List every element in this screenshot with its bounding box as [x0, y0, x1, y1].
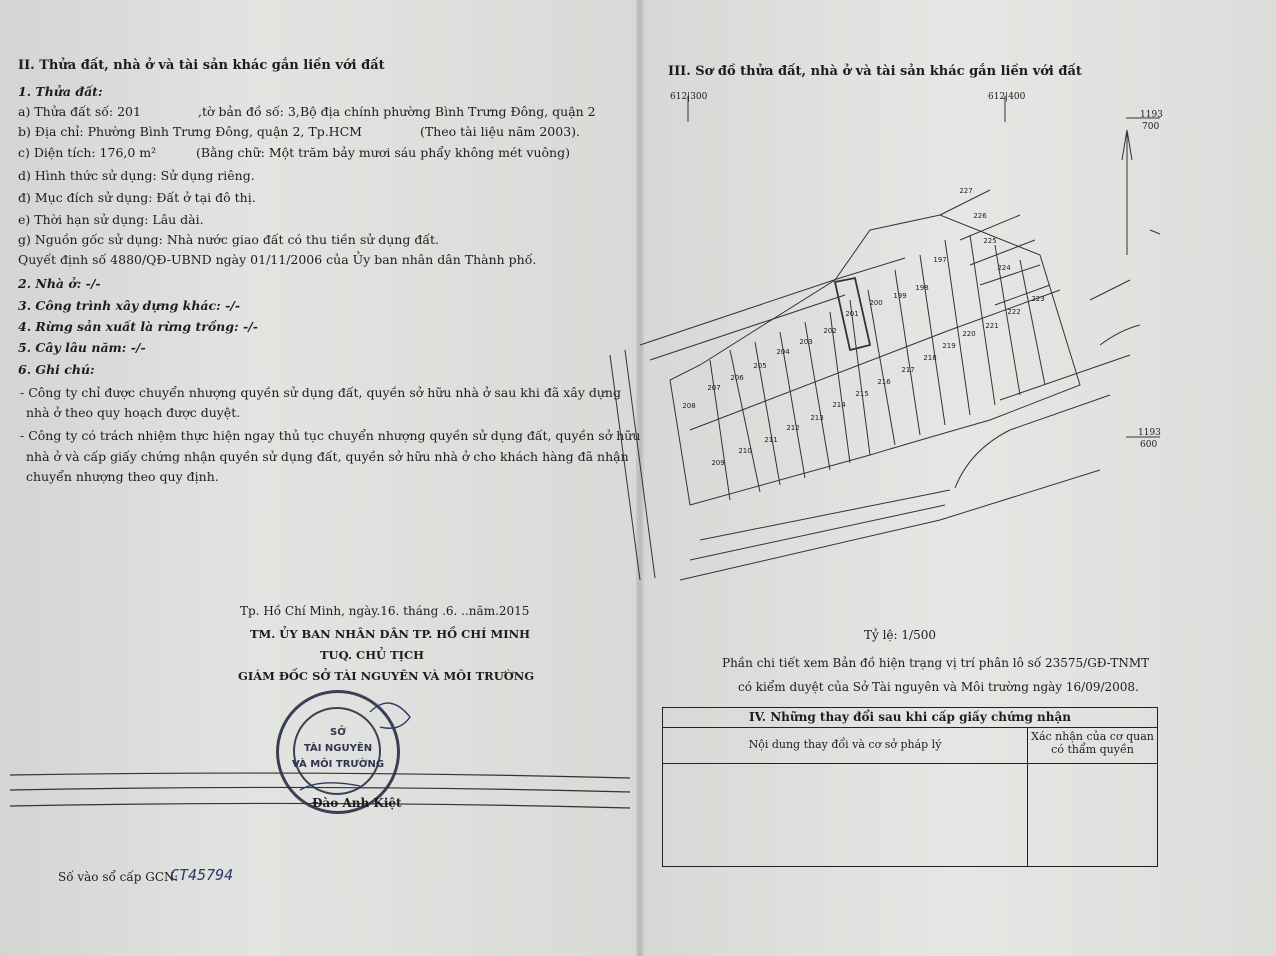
- address: b) Địa chỉ: Phường Bình Trưng Đông, quận 2, Tp.HCM: [18, 124, 362, 139]
- gcn-label: Số vào sổ cấp GCN:: [58, 870, 179, 884]
- item3-construction: 3. Công trình xây dựng khác: -/-: [18, 298, 241, 313]
- map-scale: Tỷ lệ: 1/500: [864, 628, 936, 642]
- lot-209: 209: [711, 459, 725, 467]
- sign-place-date: Tp. Hồ Chí Minh, ngày.16. tháng .6. ..năm.2015: [240, 604, 530, 618]
- usage-term: e) Thời hạn sử dụng: Lâu dài.: [18, 212, 204, 227]
- lot-215: 215: [855, 390, 869, 398]
- lot-212: 212: [786, 424, 800, 432]
- grid-label-r1-bottom: 700: [1142, 122, 1160, 132]
- lot-221: 221: [985, 322, 999, 330]
- lot-223: 223: [1031, 295, 1045, 303]
- decision: Quyết định số 4880/QĐ-UBND ngày 01/11/2006 của Ủy ban nhân dân Thành phố.: [18, 252, 537, 267]
- lot-220: 220: [962, 330, 976, 338]
- lot-227: 227: [959, 187, 973, 195]
- grid-label-r2-top: 1193: [1138, 428, 1161, 438]
- lot-204: 204: [776, 348, 790, 356]
- note2-line1: - Công ty có trách nhiệm thực hiện ngay thủ tục chuyển nhượng quyền sử dụng đất, quyền sở hữu: [20, 428, 641, 443]
- note2-line3: chuyển nhượng theo quy định.: [26, 469, 219, 484]
- note1-line1: - Công ty chỉ được chuyển nhượng quyền sử dụng đất, quyền sở hữu nhà ở sau khi đã xây dựng: [20, 385, 621, 400]
- item5-perennial: 5. Cây lâu năm: -/-: [18, 340, 146, 355]
- grid-label-top-left: 612|300: [670, 92, 708, 102]
- lot-197: 197: [933, 256, 947, 264]
- lot-205: 205: [753, 362, 767, 370]
- lot-216: 216: [877, 378, 891, 386]
- lot-217: 217: [901, 366, 915, 374]
- parcel-number: a) Thửa đất số: 201: [18, 104, 141, 119]
- sign-role1: TUQ. CHỦ TỊCH: [320, 648, 425, 662]
- changes-confirmation-cell: [1028, 764, 1158, 867]
- usage-origin: g) Nguồn gốc sử dụng: Nhà nước giao đất có thu tiền sử dụng đất.: [18, 232, 439, 247]
- parcel-map: [600, 90, 1160, 590]
- lot-199: 199: [893, 292, 907, 300]
- address-source: (Theo tài liệu năm 2003).: [420, 124, 581, 139]
- item4-forest: 4. Rừng sản xuất là rừng trồng: -/-: [18, 319, 258, 334]
- note2-line2: nhà ở và cấp giấy chứng nhận quyền sử dụng đất, quyền sở hữu nhà ở cho khách hàng đã nhận: [26, 449, 629, 464]
- lot-214: 214: [832, 401, 846, 409]
- lot-207: 207: [707, 384, 721, 392]
- usage-form: d) Hình thức sử dụng: Sử dụng riêng.: [18, 168, 255, 183]
- changes-content-cell: [663, 764, 1028, 867]
- item1-title: 1. Thửa đất:: [18, 84, 103, 99]
- seal-text-2: TÀI NGUYÊN: [303, 743, 373, 754]
- lot-213: 213: [810, 414, 824, 422]
- note1-line2: nhà ở theo quy hoạch được duyệt.: [26, 405, 241, 420]
- lot-211: 211: [764, 436, 778, 444]
- lot-224: 224: [997, 264, 1011, 272]
- grid-label-top-right: 612|400: [988, 92, 1026, 102]
- lot-208: 208: [682, 402, 696, 410]
- changes-table-title: IV. Những thay đổi sau khi cấp giấy chứng nhận: [663, 708, 1158, 728]
- seal-text-1: SỞ: [330, 727, 346, 738]
- lot-203: 203: [799, 338, 813, 346]
- changes-col-content: Nội dung thay đổi và cơ sở pháp lý: [663, 728, 1028, 764]
- section-iii-title: III. Sơ đồ thửa đất, nhà ở và tài sản khác gắn liền với đất: [668, 64, 1082, 79]
- lot-198: 198: [915, 284, 929, 292]
- lot-201: 201: [845, 310, 859, 318]
- grid-label-r2-bottom: 600: [1140, 440, 1158, 450]
- signer-name: Đào Anh Kiệt: [312, 796, 402, 810]
- lot-210: 210: [738, 447, 752, 455]
- map-reference-line2: có kiểm duyệt của Sở Tài nguyên và Môi trường ngày 16/09/2008.: [738, 680, 1139, 694]
- gcn-number: CT45794: [170, 866, 234, 884]
- sign-organization: TM. ỦY BAN NHÂN DÂN TP. HỒ CHÍ MINH: [250, 627, 531, 641]
- lot-202: 202: [823, 327, 837, 335]
- lot-200: 200: [869, 299, 883, 307]
- area: c) Diện tích: 176,0 m²: [18, 145, 157, 160]
- sign-role2: GIÁM ĐỐC SỞ TÀI NGUYÊN VÀ MÔI TRƯỜNG: [238, 669, 535, 683]
- changes-table: [662, 707, 1158, 867]
- item2-house: 2. Nhà ở: -/-: [18, 276, 101, 291]
- map-reference-line1: Phần chi tiết xem Bản đồ hiện trạng vị trí phân lô số 23575/GĐ-TNMT: [722, 656, 1150, 670]
- lot-219: 219: [942, 342, 956, 350]
- seal-text-3: VÀ MÔI TRƯỜNG: [291, 759, 385, 770]
- lot-225: 225: [983, 237, 997, 245]
- lot-218: 218: [923, 354, 937, 362]
- map-sheet-number: ,tờ bản đồ số: 3,: [198, 104, 300, 119]
- lot-206: 206: [730, 374, 744, 382]
- grid-label-r1-top: 1193: [1140, 110, 1163, 120]
- cadastral-book: Bộ địa chính phường Bình Trưng Đông, quận 2: [300, 104, 596, 119]
- usage-purpose: đ) Mục đích sử dụng: Đất ở tại đô thị.: [18, 190, 256, 205]
- section-ii-title: II. Thửa đất, nhà ở và tài sản khác gắn liền với đất: [18, 58, 385, 73]
- lot-222: 222: [1007, 308, 1021, 316]
- area-in-words: (Bằng chữ: Một trăm bảy mươi sáu phẩy không mét vuông): [196, 145, 570, 160]
- item6-notes: 6. Ghi chú:: [18, 362, 95, 377]
- changes-col-confirmation: Xác nhận của cơ quan có thẩm quyền: [1028, 728, 1158, 764]
- lot-226: 226: [973, 212, 987, 220]
